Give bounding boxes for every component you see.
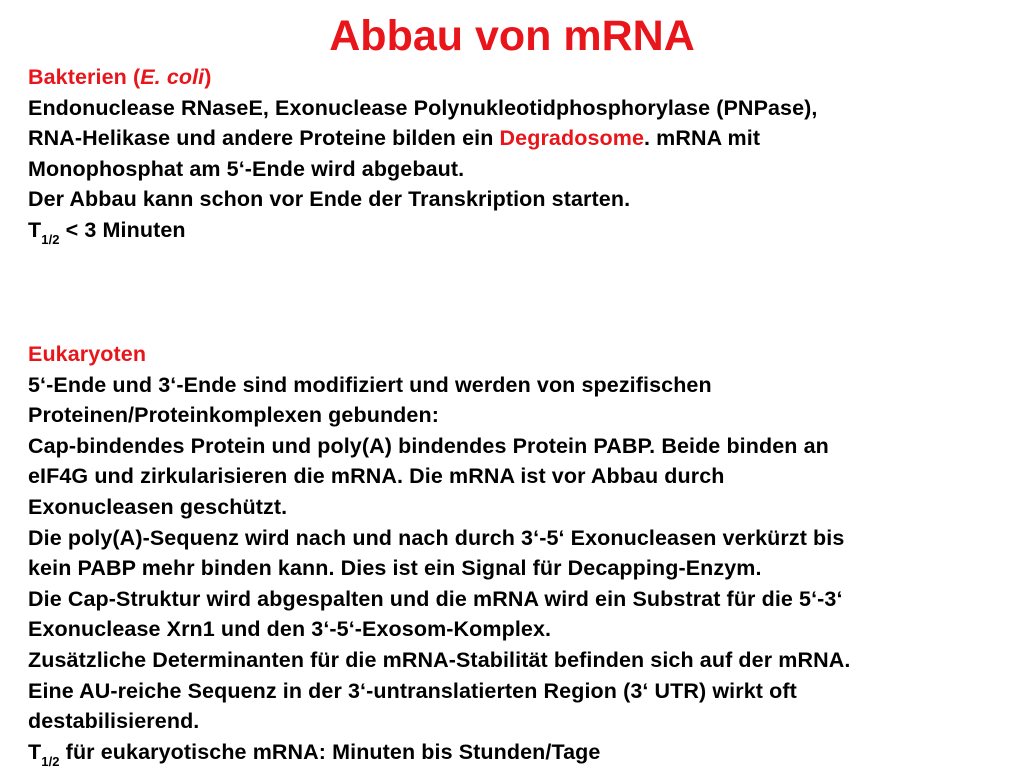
bacteria-heading-prefix: Bakterien ( bbox=[28, 65, 141, 89]
eukaryote-section bbox=[28, 339, 1008, 767]
eukaryote-line: Die Cap-Struktur wird abgespalten und die mRNA wird ein Substrat für die 5‘-3‘ bbox=[28, 586, 843, 611]
eukaryote-line: Exonuclease Xrn1 und den 3‘-5‘-Exosom-Komplex. bbox=[28, 617, 552, 642]
eukaryote-line: Exonucleasen geschützt. bbox=[28, 494, 288, 519]
bacteria-line-1: Endonuclease RNaseE, Exonuclease Polynukleotidphosphorylase (PNPase), bbox=[28, 95, 818, 120]
eukaryote-heading: Eukaryoten bbox=[28, 342, 147, 366]
bacteria-line-2-end: . mRNA mit bbox=[644, 126, 761, 151]
degradosome-term: Degradosome bbox=[499, 126, 645, 151]
eukaryote-line: Cap-bindendes Protein und poly(A) bindendes Protein PABP. Beide binden an bbox=[28, 433, 829, 458]
eukaryote-line: kein PABP mehr binden kann. Dies ist ein Signal für Decapping-Enzym. bbox=[28, 556, 762, 581]
eukaryote-line: eIF4G und zirkularisieren die mRNA. Die mRNA ist vor Abbau durch bbox=[28, 464, 725, 489]
bacteria-halflife bbox=[28, 215, 1008, 246]
bacteria-line-2 bbox=[28, 123, 1008, 154]
bacteria-heading bbox=[28, 62, 1008, 93]
eukaryote-line: Die poly(A)-Sequenz wird nach und nach durch 3‘-5‘ Exonucleasen verkürzt bis bbox=[28, 525, 845, 550]
eukaryote-halflife-subscript: 1/2 bbox=[41, 753, 60, 769]
bacteria-halflife-value: < 3 Minuten bbox=[59, 217, 186, 242]
bacteria-line-3: Monophosphat am 5‘-Ende wird abgebaut. bbox=[28, 156, 465, 181]
bacteria-line-2-start: RNA-Helikase und andere Proteine bilden ein bbox=[28, 126, 500, 151]
bacteria-line-4: Der Abbau kann schon vor Ende der Transkription starten. bbox=[28, 187, 631, 212]
bacteria-section bbox=[28, 62, 1008, 246]
bacteria-halflife-subscript: 1/2 bbox=[41, 231, 60, 247]
slide-title: Abbau von mRNA bbox=[329, 12, 695, 60]
eukaryote-halflife-value: für eukaryotische mRNA: Minuten bis Stunden/Tage bbox=[59, 739, 601, 764]
bacteria-heading-species: E. coli bbox=[140, 65, 205, 89]
eukaryote-line: 5‘-Ende und 3‘-Ende sind modifiziert und werden von spezifischen bbox=[28, 372, 712, 397]
eukaryote-line: Proteinen/Proteinkomplexen gebunden: bbox=[28, 403, 439, 428]
eukaryote-line: destabilisierend. bbox=[28, 709, 200, 734]
eukaryote-halflife bbox=[28, 737, 1008, 768]
eukaryote-line: Zusätzliche Determinanten für die mRNA-Stabilität befinden sich auf der mRNA. bbox=[28, 647, 851, 672]
eukaryote-halflife-symbol: T bbox=[28, 739, 42, 764]
bacteria-heading-suffix: ) bbox=[204, 65, 212, 89]
bacteria-halflife-symbol: T bbox=[28, 217, 42, 242]
eukaryote-line: Eine AU-reiche Sequenz in der 3‘-untranslatierten Region (3‘ UTR) wirkt oft bbox=[28, 678, 797, 703]
